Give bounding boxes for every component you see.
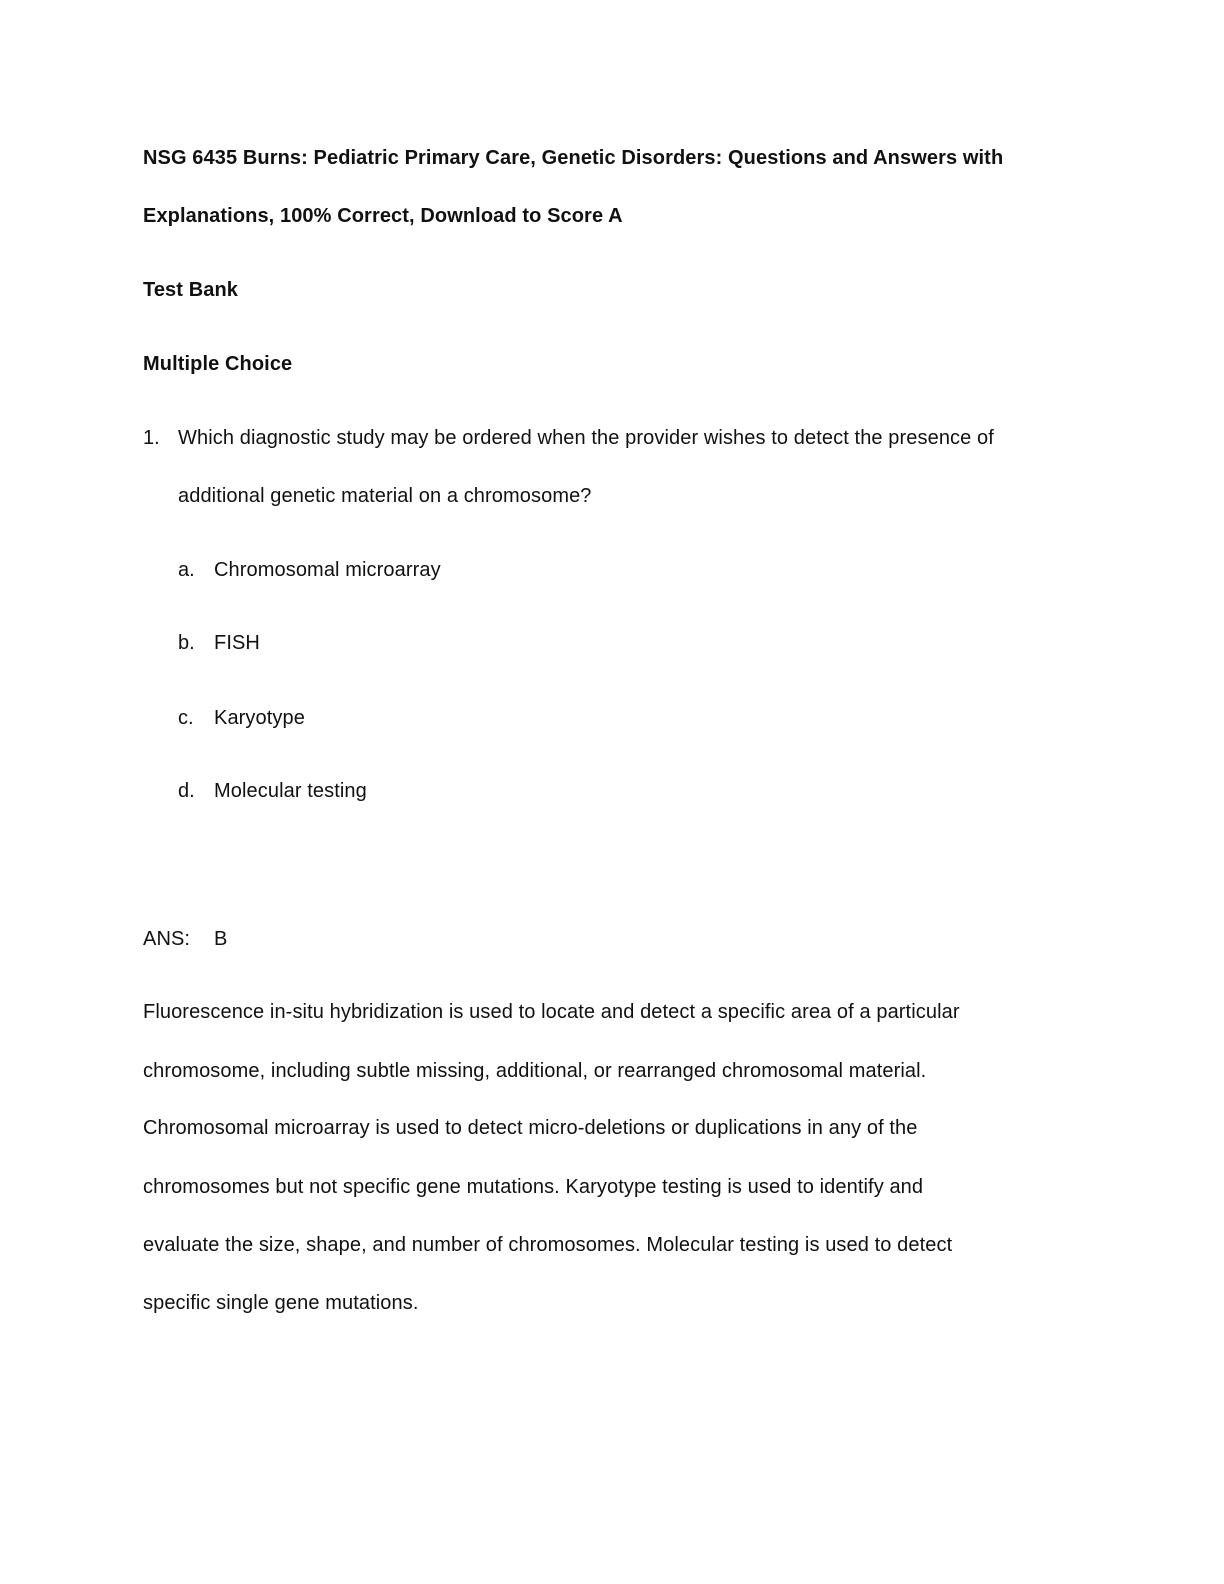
option-a-text: Chromosomal microarray <box>214 559 441 581</box>
question-text-line-1: Which diagnostic study may be ordered when the provider wishes to detect the presence of <box>178 427 994 449</box>
option-b-text: FISH <box>214 632 260 654</box>
answer-label: ANS: <box>143 928 191 950</box>
explanation-line-4: chromosomes but not specific gene mutations. Karyotype testing is used to identify and <box>143 1176 924 1198</box>
section-heading: Test Bank <box>143 279 239 301</box>
question-text-line-2: additional genetic material on a chromosome? <box>178 485 592 507</box>
document-title-line-1: NSG 6435 Burns: Pediatric Primary Care, Genetic Disorders: Questions and Answers with <box>143 147 1004 169</box>
explanation-line-3: Chromosomal microarray is used to detect micro-deletions or duplications in any of the <box>143 1117 918 1139</box>
option-d-text: Molecular testing <box>214 780 367 802</box>
explanation-line-6: specific single gene mutations. <box>143 1292 419 1314</box>
explanation-line-1: Fluorescence in-situ hybridization is used to locate and detect a specific area of a particular <box>143 1001 960 1023</box>
question-number: 1. <box>143 427 160 449</box>
option-c-letter: c. <box>178 707 194 729</box>
option-d-letter: d. <box>178 780 195 802</box>
option-b-letter: b. <box>178 632 195 654</box>
subsection-heading: Multiple Choice <box>143 353 293 375</box>
option-a-letter: a. <box>178 559 195 581</box>
explanation-line-5: evaluate the size, shape, and number of chromosomes. Molecular testing is used to detect <box>143 1234 953 1256</box>
document-title-line-2: Explanations, 100% Correct, Download to Score A <box>143 205 623 227</box>
answer-value: B <box>214 928 228 950</box>
option-c-text: Karyotype <box>214 707 305 729</box>
explanation-line-2: chromosome, including subtle missing, additional, or rearranged chromosomal material. <box>143 1060 927 1082</box>
